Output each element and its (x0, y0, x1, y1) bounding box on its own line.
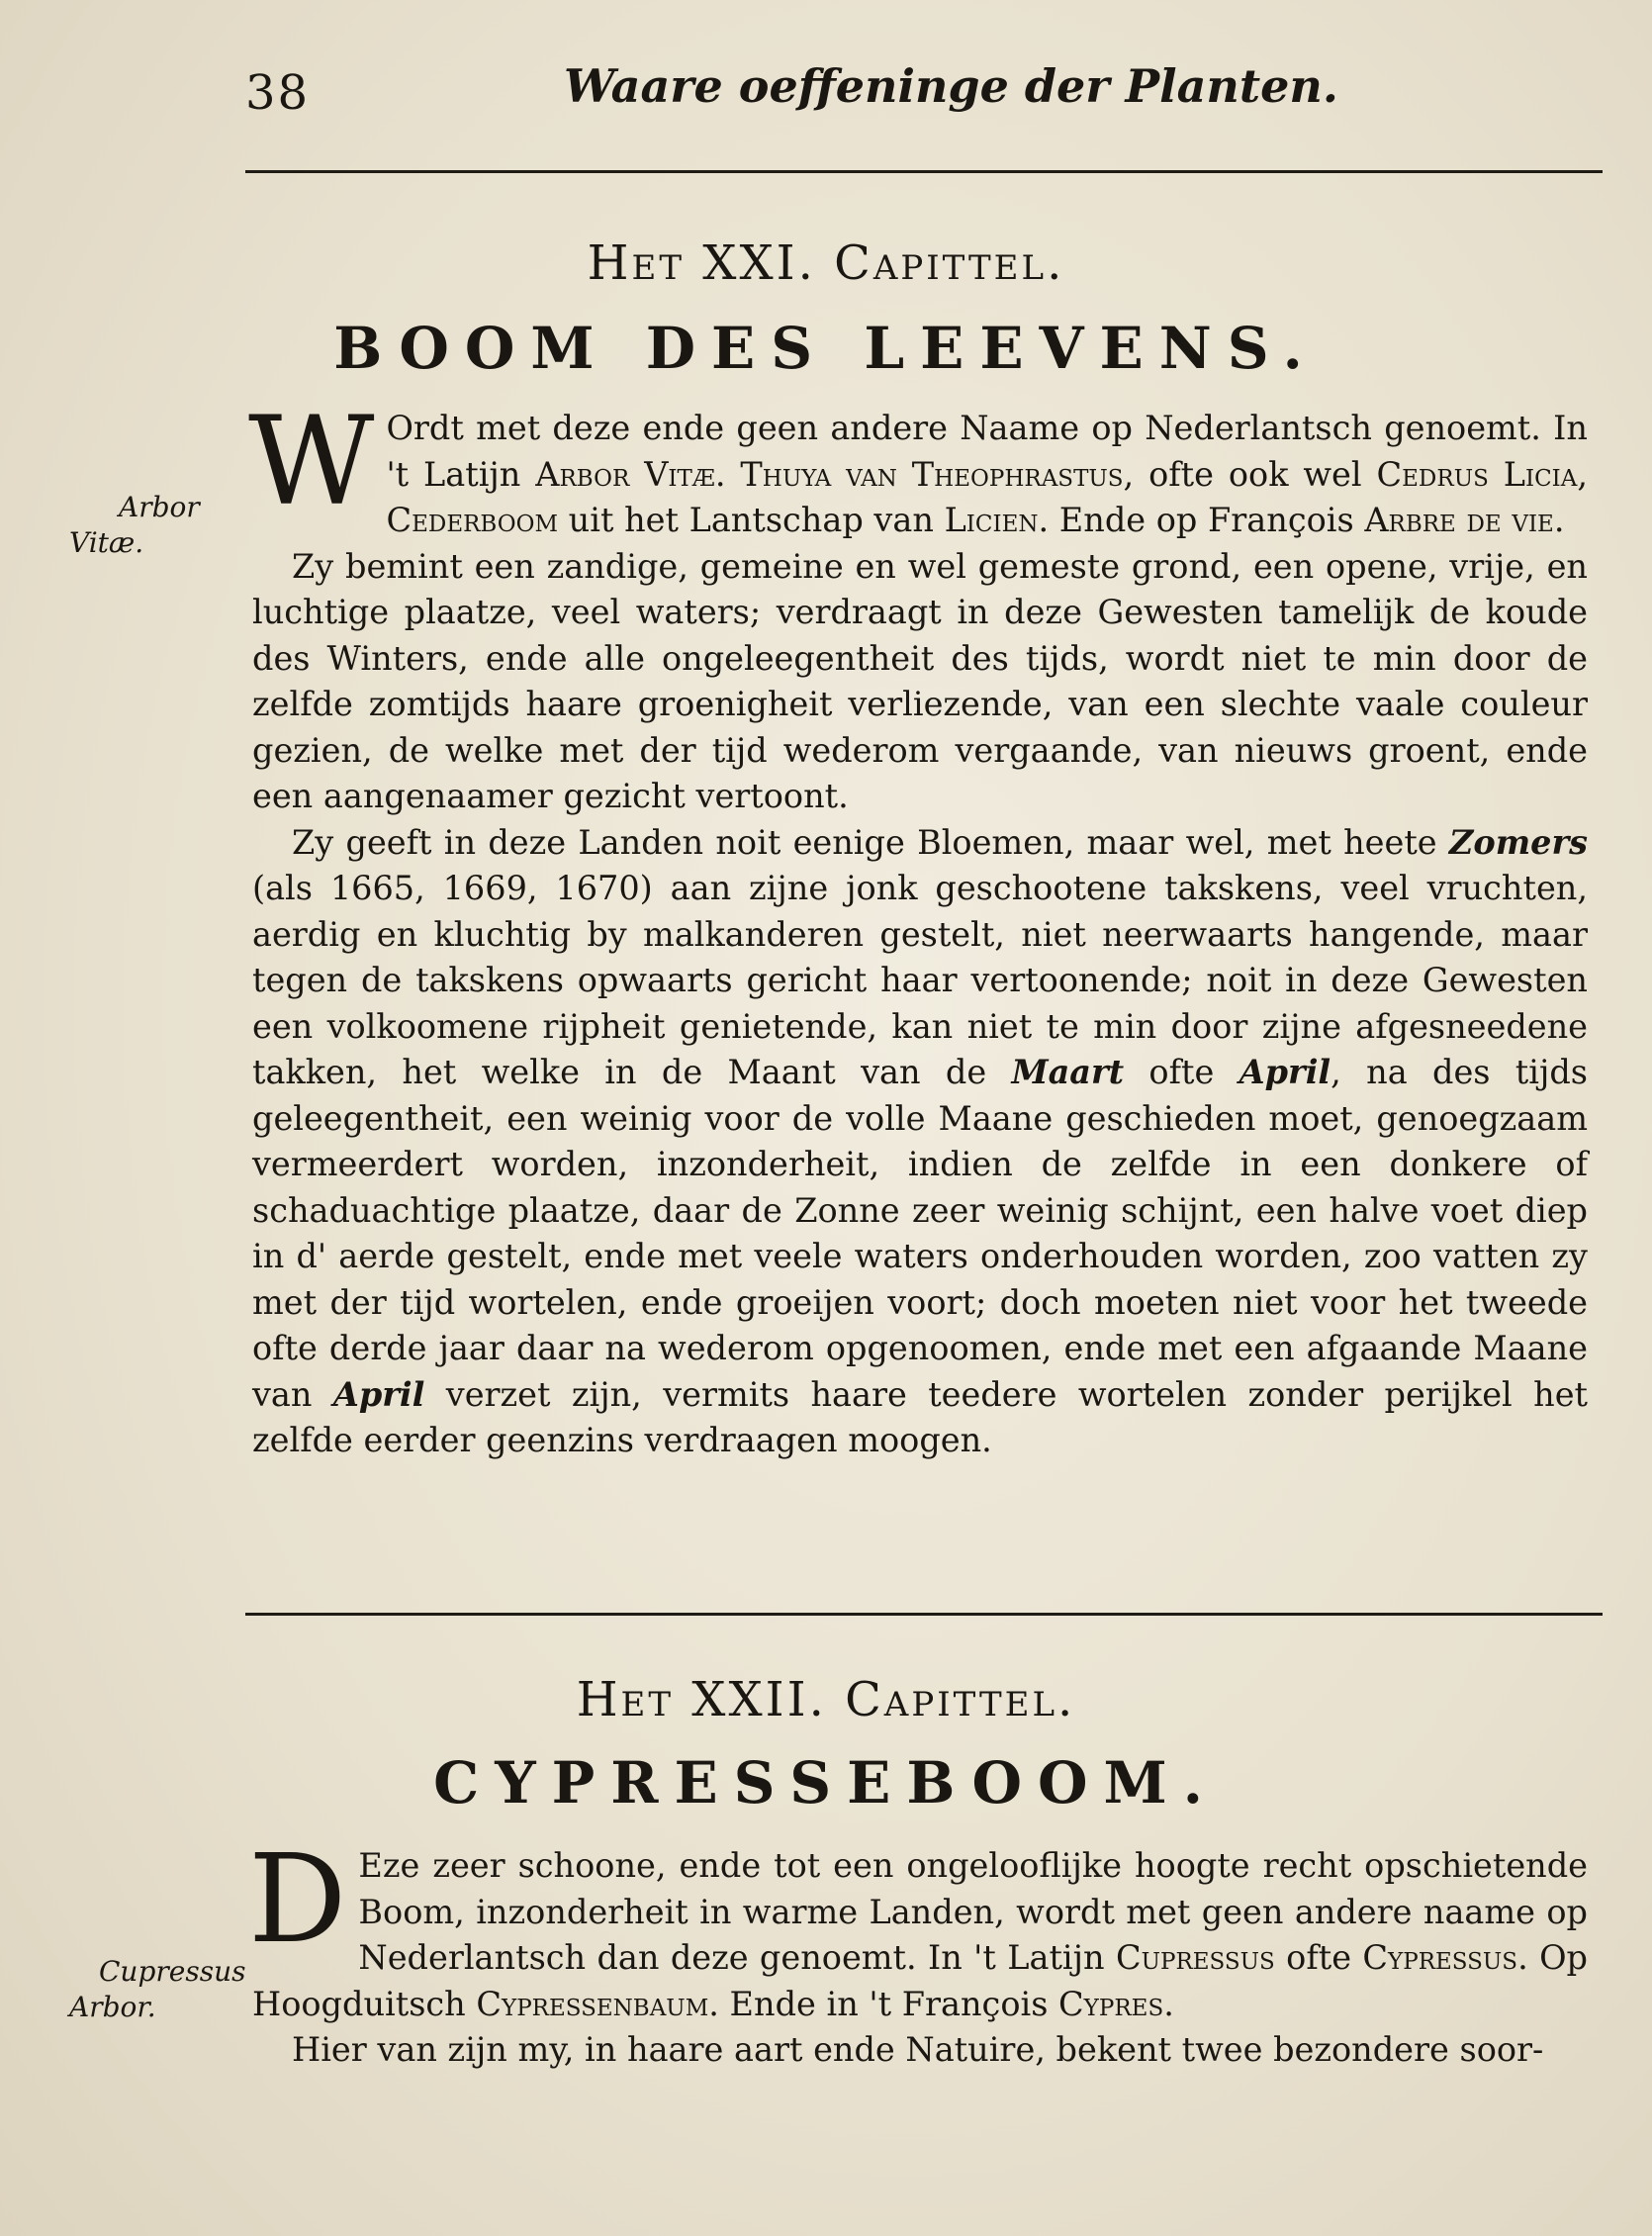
latin-name: Arbor Vitæ (535, 454, 715, 494)
chapter-22-heading: Het XXII. Capittel. (576, 1672, 1076, 1727)
french-name: Cypres (1058, 1984, 1164, 2023)
margin-note-line: Arbor. (69, 1991, 156, 2023)
chapter-21-paragraph-1 (248, 391, 1589, 544)
margin-note-line: Cupressus (99, 1955, 246, 1988)
page-number: 38 (245, 65, 311, 121)
text-run: . (1163, 1984, 1174, 2023)
text-run: . Op Hoogduitsch (252, 1938, 1588, 2023)
running-title: Waare oeffeninge der Planten. (564, 59, 1338, 113)
text-run: Zy geeft in deze Landen noit eenige Bloemen, maar wel, met heete (292, 822, 1449, 862)
chapter-21-heading: Het XXI. Capittel. (587, 235, 1065, 291)
text-run: ofte (1274, 1938, 1363, 1977)
margin-note-line: Vitæ. (69, 526, 144, 559)
latin-name: Thuya van Theophrastus (740, 454, 1124, 494)
margin-note-cupressus (69, 1954, 246, 2025)
german-name: Cypressenbaum (476, 1984, 709, 2023)
text-run: . Ende in 't François (708, 1984, 1059, 2023)
latin-name: Cypressus (1362, 1938, 1518, 1977)
text-run: . (714, 454, 741, 494)
header-rule (245, 170, 1603, 173)
text-run: verzet zijn, vermits haare teedere wortelen zonder perijkel het zelfde eerder geenzins verdraagen moogen. (252, 1374, 1588, 1459)
italic-word: Maart (1011, 1053, 1125, 1091)
dutch-name: Cederboom (386, 501, 559, 539)
text-run: Eze zeer schoone, ende tot een ongelooflijke hoogte recht opschietende Boom, inzonderheit in warme Landen, wordt met geen andere naame op Nederlantsch dan deze genoemt. In 't Latijn (358, 1846, 1588, 1977)
latin-name: Cedrus Licia (1376, 454, 1578, 494)
margin-note-line: Arbor (119, 491, 200, 523)
italic-word: April (332, 1374, 425, 1414)
chapter-22-paragraph-1 (248, 1828, 1588, 2027)
latin-name: Cupressus (1115, 1938, 1275, 1977)
chapter-21-title: BOOM DES LEEVENS. (333, 315, 1319, 382)
text-run: . (1553, 501, 1565, 539)
text-run: . Ende op François (1038, 501, 1365, 539)
text-run: , (1577, 454, 1589, 494)
text-run: ofte (1124, 1053, 1239, 1091)
drop-cap: D (248, 1828, 347, 1971)
place-name: Licien (944, 501, 1039, 539)
chapter-22-paragraph-2: Hier van zijn my, in haare aart ende Natuire, bekent twee bezondere soor- (292, 2030, 1544, 2069)
chapter-22-body (248, 1828, 1588, 2074)
chapter-21-body (248, 391, 1589, 1464)
text-run: Ordt met deze ende geen andere Naame op Nederlantsch genoemt. In 't Latijn (386, 409, 1588, 494)
chapter-21-paragraph-2: Zy bemint een zandige, gemeine en wel gemeste grond, een opene, vrije, en luchtige plaatze, veel waters; verdraagt in deze Gewesten tamelijk de koude des Winters, ende alle ongeleegentheit des tijds, wordt niet te min door de zelfde zomtijds haare groenigheit verliezende, van een slechte vaale couleur gezien, de welke met der tijd wederom vergaande, van nieuws groent, ende een aangenaamer gezicht vertoont. (252, 546, 1588, 815)
page-header (245, 57, 1561, 127)
text-run: , na des tijds geleegentheit, een weinig voor de volle Maane geschieden moet, genoegzaam vermeerdert worden, inzonderheit, indien de zelfde in een donkere of schaduachtige plaatze, daar de Zonne zeer weinig schijnt, een halve voet diep in d' aerde gestelt, ende met veele waters onderhouden worden, zoo vatten zy met der tijd wortelen, ende groeijen voort; doch moeten niet voor het tweede ofte derde jaar daar na wederom opgenoomen, ende met een afgaande Maane van (252, 1053, 1588, 1414)
chapter-21-paragraph-3 (252, 820, 1588, 1464)
text-run: (als 1665, 1669, 1670) aan zijne jonk geschootene takskens, veel vruchten, aerdig en kluchtig by malkanderen gestelt, niet neerwaarts hangende, maar tegen de takskens opwaarts gericht haar vertoonende; noit in deze Gewesten een volkoomene rijpheit genietende, kan niet te min door zijne afgesneedene takken, het welke in de Maant van de (252, 869, 1588, 1091)
section-rule (245, 1613, 1603, 1616)
text-run: , ofte ook wel (1123, 454, 1377, 494)
text-run: uit het Lantschap van (558, 501, 945, 539)
drop-cap: W (248, 391, 375, 533)
italic-word: April (1239, 1053, 1331, 1091)
italic-word: Zomers (1448, 822, 1588, 862)
chapter-22-title: CYPRESSEBOOM. (433, 1749, 1219, 1817)
margin-note-arbor-vitae (69, 490, 200, 561)
french-name: Arbre de vie (1364, 501, 1554, 539)
